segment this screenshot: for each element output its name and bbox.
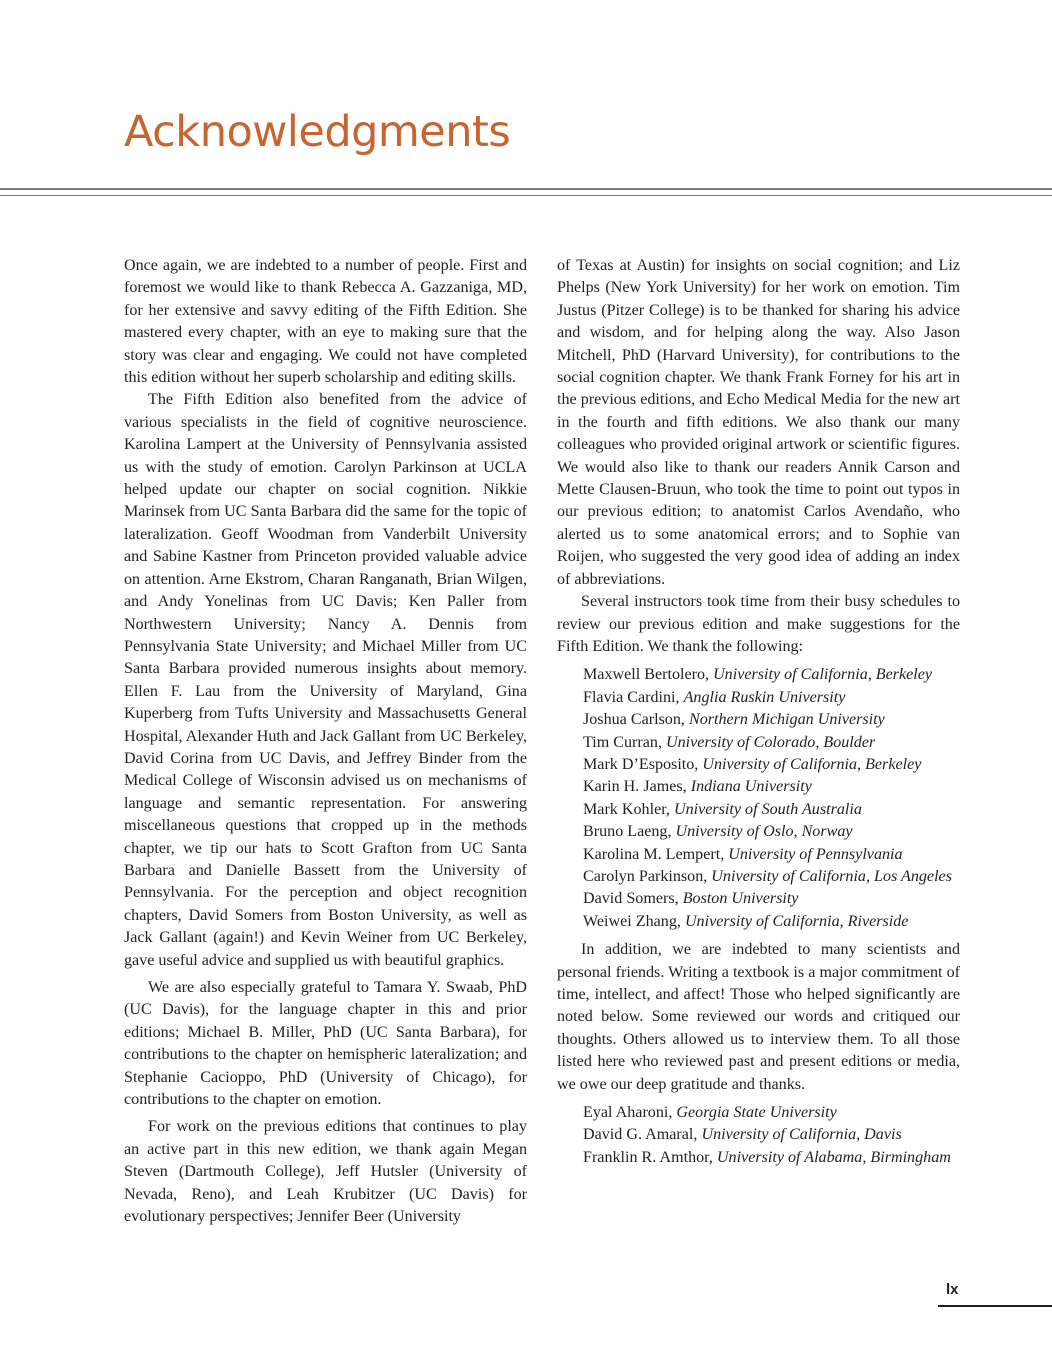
left-column xyxy=(124,255,527,1228)
list-item: David G. Amaral, University of California, Davis xyxy=(583,1126,902,1144)
paragraph: Several instructors took time from their busy schedules to review our previous edition and make suggestions for the Fifth Edition. We thank the following: xyxy=(557,593,960,655)
list-item: Eyal Aharoni, Georgia State University xyxy=(583,1104,837,1122)
list-item: Joshua Carlson, Northern Michigan University xyxy=(583,711,885,729)
list-item: David Somers, Boston University xyxy=(583,890,799,908)
list-item: Franklin R. Amthor, University of Alabama, Birmingham xyxy=(583,1148,951,1166)
footer-rule xyxy=(938,1305,1052,1307)
list-item: Tim Curran, University of Colorado, Boulder xyxy=(583,733,876,751)
paragraph: of Texas at Austin) for insights on social cognition; and Liz Phelps (New York University) for her work on emotion. Tim Justus (Pitzer College) is to be thanked for sharing his advice and wisdom, and for helping along the way. Also Jason Mitchell, PhD (Harvard University), for contributions to the social cognition chapter. We thank Frank Forney for his art in the previous editions, and Echo Medical Media for the new art in the fourth and fifth editions. We also thank our many colleagues who provided original artwork or scientific figures. We would also like to thank our readers Annik Carson and Mette Clausen-Bruun, who took the time to point out typos in our previous edition; to anatomist Carlos Avendaño, who alerted us to some anatomical errors; and to Sophie van Roijen, who suggested the very good idea of adding an index of abbreviations. xyxy=(557,257,960,588)
list-item: Mark D’Esposito, University of California, Berkeley xyxy=(583,755,922,773)
header-rule-top xyxy=(0,188,1052,190)
list-item: Carolyn Parkinson, University of California, Los Angeles xyxy=(583,867,952,885)
page-number: lx xyxy=(946,1281,959,1298)
list-item: Maxwell Bertolero, University of California, Berkeley xyxy=(583,666,933,684)
paragraph: In addition, we are indebted to many scientists and personal friends. Writing a textbook is a major commitment of time, intellect, and affect! Those who helped significantly are noted below. Some reviewed our words and critiqued our thoughts. Others allowed us to interview them. To all those listed here who reviewed past and present editions or media, we owe our deep gratitude and thanks. xyxy=(557,941,960,1093)
header-rule-bottom xyxy=(0,195,1052,196)
list-item: Weiwei Zhang, University of California, Riverside xyxy=(583,912,909,930)
list-item: Karolina M. Lempert, University of Pennsylvania xyxy=(583,845,903,863)
list-item: Mark Kohler, University of South Australia xyxy=(583,800,862,818)
instructor-list xyxy=(583,664,960,933)
page-title: Acknowledgments xyxy=(124,107,511,157)
right-column xyxy=(557,255,960,1175)
paragraph: Once again, we are indebted to a number of people. First and foremost we would like to thank Rebecca A. Gazzaniga, MD, for her extensive and savvy editing of the Fifth Edition. She mastered every chapter, with an eye to making sure that the story was clear and engaging. We could not have completed this edition without her superb scholarship and editing skills. xyxy=(124,257,527,387)
list-item: Flavia Cardini, Anglia Ruskin University xyxy=(583,688,846,706)
paragraph: The Fifth Edition also benefited from the advice of various specialists in the field of cognitive neuroscience. Karolina Lampert at the University of Pennsylvania assisted us with the study of emotion. Carolyn Parkinson at UCLA helped update our chapter on social cognition. Nikkie Marinsek from UC Santa Barbara did the same for the topic of lateralization. Geoff Woodman from Vanderbilt University and Sabine Kastner from Princeton provided valuable advice on attention. Arne Ekstrom, Charan Ranganath, Brian Wilgen, and Andy Yonelinas from UC Davis; Ken Paller from Northwestern University; Nancy A. Dennis from Pennsylvania State University; and Michael Miller from UC Santa Barbara provided numerous insights about memory. Ellen F. Lau from the University of Maryland, Gina Kuperberg from Tufts University and Massachusetts General Hospital, Alexander Huth and Jack Gallant from UC Berkeley, David Corina from UC Davis, and Jeffrey Binder from the Medical College of Wisconsin advised us on mechanisms of language and semantic representation. For answering miscellaneous questions that cropped up in the methods chapter, we tip our hats to Scott Grafton from UC Santa Barbara and Danielle Bassett from the University of Pennsylvania. For the perception and object recognition chapters, David Somers from Boston University, as well as Jack Gallant (again!) and Kevin Weiner from UC Berkeley, gave useful advice and supplied us with beautiful graphics. xyxy=(124,391,527,969)
scientist-list xyxy=(583,1102,960,1169)
paragraph: We are also especially grateful to Tamara Y. Swaab, PhD (UC Davis), for the language chapter in this and prior editions; Michael B. Miller, PhD (UC Santa Barbara), for contributions to the chapter on hemispheric lateralization; and Stephanie Cacioppo, PhD (University of Chicago), for contributions to the chapter on emotion. xyxy=(124,979,527,1109)
paragraph: For work on the previous editions that continues to play an active part in this new edition, we thank again Megan Steven (Dartmouth College), Jeff Hutsler (University of Nevada, Reno), and Leah Krubitzer (UC Davis) for evolutionary perspectives; Jennifer Beer (University xyxy=(124,1118,527,1226)
list-item: Karin H. James, Indiana University xyxy=(583,778,812,796)
list-item: Bruno Laeng, University of Oslo, Norway xyxy=(583,823,853,841)
